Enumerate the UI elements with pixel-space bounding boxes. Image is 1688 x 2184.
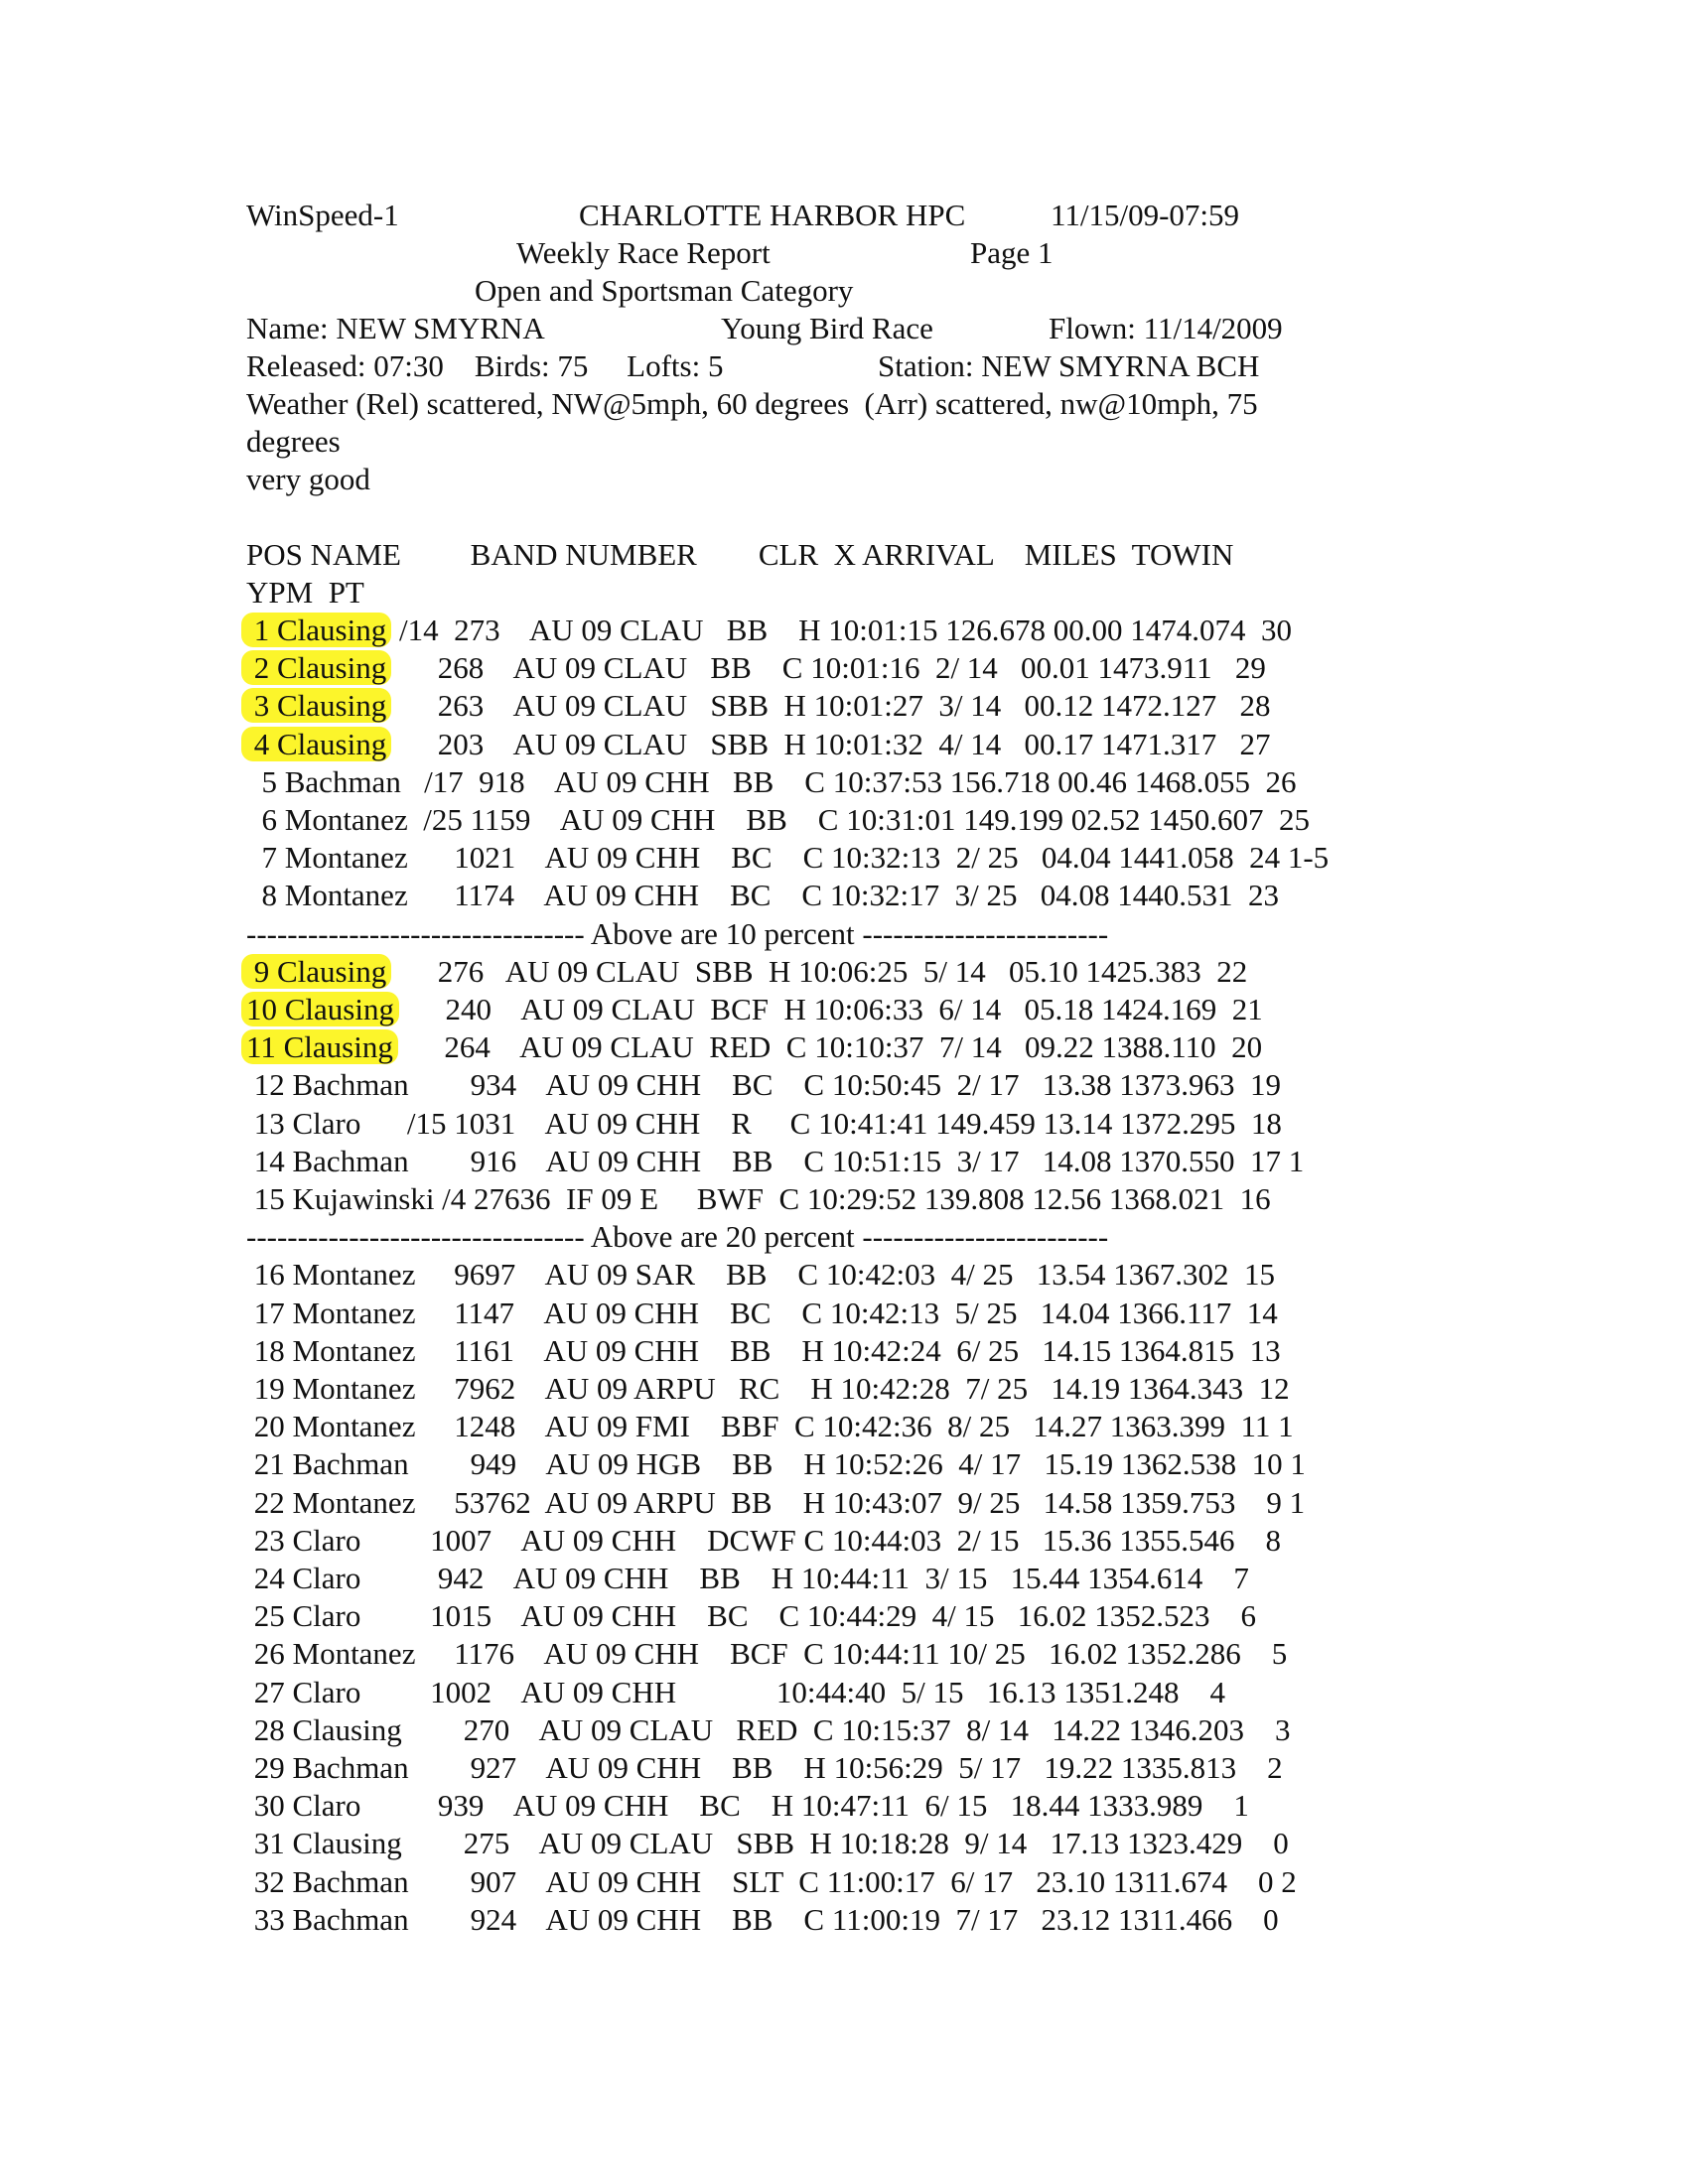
table-row — [246, 1028, 1262, 1066]
column-header: POS NAME BAND NUMBER CLR X ARRIVAL MILES TOWIN — [246, 537, 1234, 572]
highlighted-name: 2 Clausing — [241, 650, 391, 685]
table-row: 8 Montanez 1174 AU 09 CHH BC C 10:32:17 3/ 25 04.08 1440.531 23 — [246, 878, 1279, 913]
report-title: Weekly Race Report — [516, 235, 771, 270]
highlighted-name: 9 Clausing — [241, 954, 391, 989]
row-details: 276 AU 09 CLAU SBB H 10:06:25 5/ 14 05.10 1425.383 22 — [391, 953, 1248, 989]
table-row: 22 Montanez 53762 AU 09 ARPU BB H 10:43:07 9/ 25 14.58 1359.753 9 1 — [246, 1484, 1306, 1520]
table-row — [246, 687, 1271, 725]
table-row — [246, 953, 1247, 991]
table-row: 25 Claro 1015 AU 09 CHH BC C 10:44:29 4/ 15 16.02 1352.523 6 — [246, 1598, 1257, 1634]
table-row: 17 Montanez 1147 AU 09 CHH BC C 10:42:13 5/ 25 14.04 1366.117 14 — [246, 1295, 1278, 1330]
row-details: 263 AU 09 CLAU SBB H 10:01:27 3/ 14 00.12 1472.127 28 — [391, 688, 1271, 724]
percent-separator: --------------------------------- Above are 20 percent ------------------------ — [246, 1219, 1109, 1255]
highlighted-name: 3 Clausing — [241, 688, 391, 723]
table-row: 13 Claro /15 1031 AU 09 CHH R C 10:41:41 149.459 13.14 1372.295 18 — [246, 1105, 1282, 1141]
table-row: 29 Bachman 927 AU 09 CHH BB H 10:56:29 5/ 17 19.22 1335.813 2 — [246, 1750, 1283, 1785]
table-row — [246, 612, 1292, 649]
category: Open and Sportsman Category — [475, 273, 854, 308]
release-info: Released: 07:30 Birds: 75 Lofts: 5 — [246, 348, 724, 383]
table-row: 16 Montanez 9697 AU 09 SAR BB C 10:42:03 4/ 25 13.54 1367.302 15 — [246, 1257, 1275, 1293]
page-number: Page 1 — [970, 235, 1054, 270]
table-row: 12 Bachman 934 AU 09 CHH BC C 10:50:45 2/ 17 13.38 1373.963 19 — [246, 1067, 1281, 1103]
table-row: 14 Bachman 916 AU 09 CHH BB C 10:51:15 3/ 17 14.08 1370.550 17 1 — [246, 1143, 1305, 1178]
row-details: 268 AU 09 CLAU BB C 10:01:16 2/ 14 00.01 1473.911 29 — [391, 650, 1266, 686]
row-details: /14 273 AU 09 CLAU BB H 10:01:15 126.678 00.00 1474.074 30 — [391, 613, 1293, 647]
table-row: 20 Montanez 1248 AU 09 FMI BBF C 10:42:36 8/ 25 14.27 1363.399 11 1 — [246, 1409, 1294, 1444]
highlighted-name: 1 Clausing — [241, 613, 391, 647]
table-row: 30 Claro 939 AU 09 CHH BC H 10:47:11 6/ 15 18.44 1333.989 1 — [246, 1788, 1249, 1824]
table-row: 33 Bachman 924 AU 09 CHH BB C 11:00:19 7/ 17 23.12 1311.466 0 — [246, 1901, 1279, 1937]
table-row: 26 Montanez 1176 AU 09 CHH BCF C 10:44:11 10/ 25 16.02 1352.286 5 — [246, 1636, 1288, 1672]
table-row — [246, 649, 1266, 687]
club-name: CHARLOTTE HARBOR HPC — [579, 198, 966, 232]
table-row — [246, 726, 1271, 763]
row-details: 240 AU 09 CLAU BCF H 10:06:33 6/ 14 05.18 1424.169 21 — [398, 992, 1263, 1026]
table-row: 6 Montanez /25 1159 AU 09 CHH BB C 10:31:01 149.199 02.52 1450.607 25 — [246, 802, 1310, 837]
report-datetime: 11/15/09-07:59 — [1051, 198, 1240, 232]
highlighted-name: 10 Clausing — [241, 992, 399, 1026]
percent-separator: --------------------------------- Above are 10 percent ------------------------ — [246, 915, 1109, 951]
race-name: Name: NEW SMYRNA — [246, 311, 545, 345]
table-row: 32 Bachman 907 AU 09 CHH SLT C 11:00:17 6/ 17 23.10 1311.674 0 2 — [246, 1863, 1297, 1899]
flown-date: Flown: 11/14/2009 — [1049, 311, 1283, 345]
highlighted-name: 4 Clausing — [241, 727, 391, 761]
table-row: 5 Bachman /17 918 AU 09 CHH BB C 10:37:53 156.718 00.46 1468.055 26 — [246, 763, 1297, 799]
table-row: 31 Clausing 275 AU 09 CLAU SBB H 10:18:28 9/ 14 17.13 1323.429 0 — [246, 1826, 1289, 1861]
row-details: 203 AU 09 CLAU SBB H 10:01:32 4/ 14 00.17 1471.317 27 — [391, 726, 1271, 761]
weather-summary: very good — [246, 462, 370, 496]
table-row — [246, 991, 1263, 1028]
weather-line-cont: degrees — [246, 424, 341, 459]
table-row: 27 Claro 1002 AU 09 CHH 10:44:40 5/ 15 16.13 1351.248 4 — [246, 1674, 1225, 1709]
table-row: 28 Clausing 270 AU 09 CLAU RED C 10:15:37 8/ 14 14.22 1346.203 3 — [246, 1711, 1291, 1747]
table-row: 23 Claro 1007 AU 09 CHH DCWF C 10:44:03 2/ 15 15.36 1355.546 8 — [246, 1522, 1281, 1558]
table-row: 7 Montanez 1021 AU 09 CHH BC C 10:32:13 2/ 25 04.04 1441.058 24 1-5 — [246, 840, 1330, 876]
table-row: 24 Claro 942 AU 09 CHH BB H 10:44:11 3/ 15 15.44 1354.614 7 — [246, 1561, 1249, 1595]
row-details: 264 AU 09 CLAU RED C 10:10:37 7/ 14 09.22 1388.110 20 — [397, 1029, 1263, 1065]
program-name: WinSpeed-1 — [246, 198, 399, 232]
table-row: 18 Montanez 1161 AU 09 CHH BB H 10:42:24 6/ 25 14.15 1364.815 13 — [246, 1332, 1281, 1368]
table-row: 19 Montanez 7962 AU 09 ARPU RC H 10:42:28 7/ 25 14.19 1364.343 12 — [246, 1371, 1290, 1406]
table-row: 21 Bachman 949 AU 09 HGB BB H 10:52:26 4/ 17 15.19 1362.538 10 1 — [246, 1446, 1306, 1482]
table-row: 15 Kujawinski /4 27636 IF 09 E BWF C 10:29:52 139.808 12.56 1368.021 16 — [246, 1181, 1271, 1216]
race-type: Young Bird Race — [721, 311, 933, 345]
highlighted-name: 11 Clausing — [241, 1029, 398, 1064]
weather-line: Weather (Rel) scattered, NW@5mph, 60 degrees (Arr) scattered, nw@10mph, 75 — [246, 386, 1258, 421]
station: Station: NEW SMYRNA BCH — [878, 348, 1260, 383]
column-header-cont: YPM PT — [246, 575, 364, 610]
